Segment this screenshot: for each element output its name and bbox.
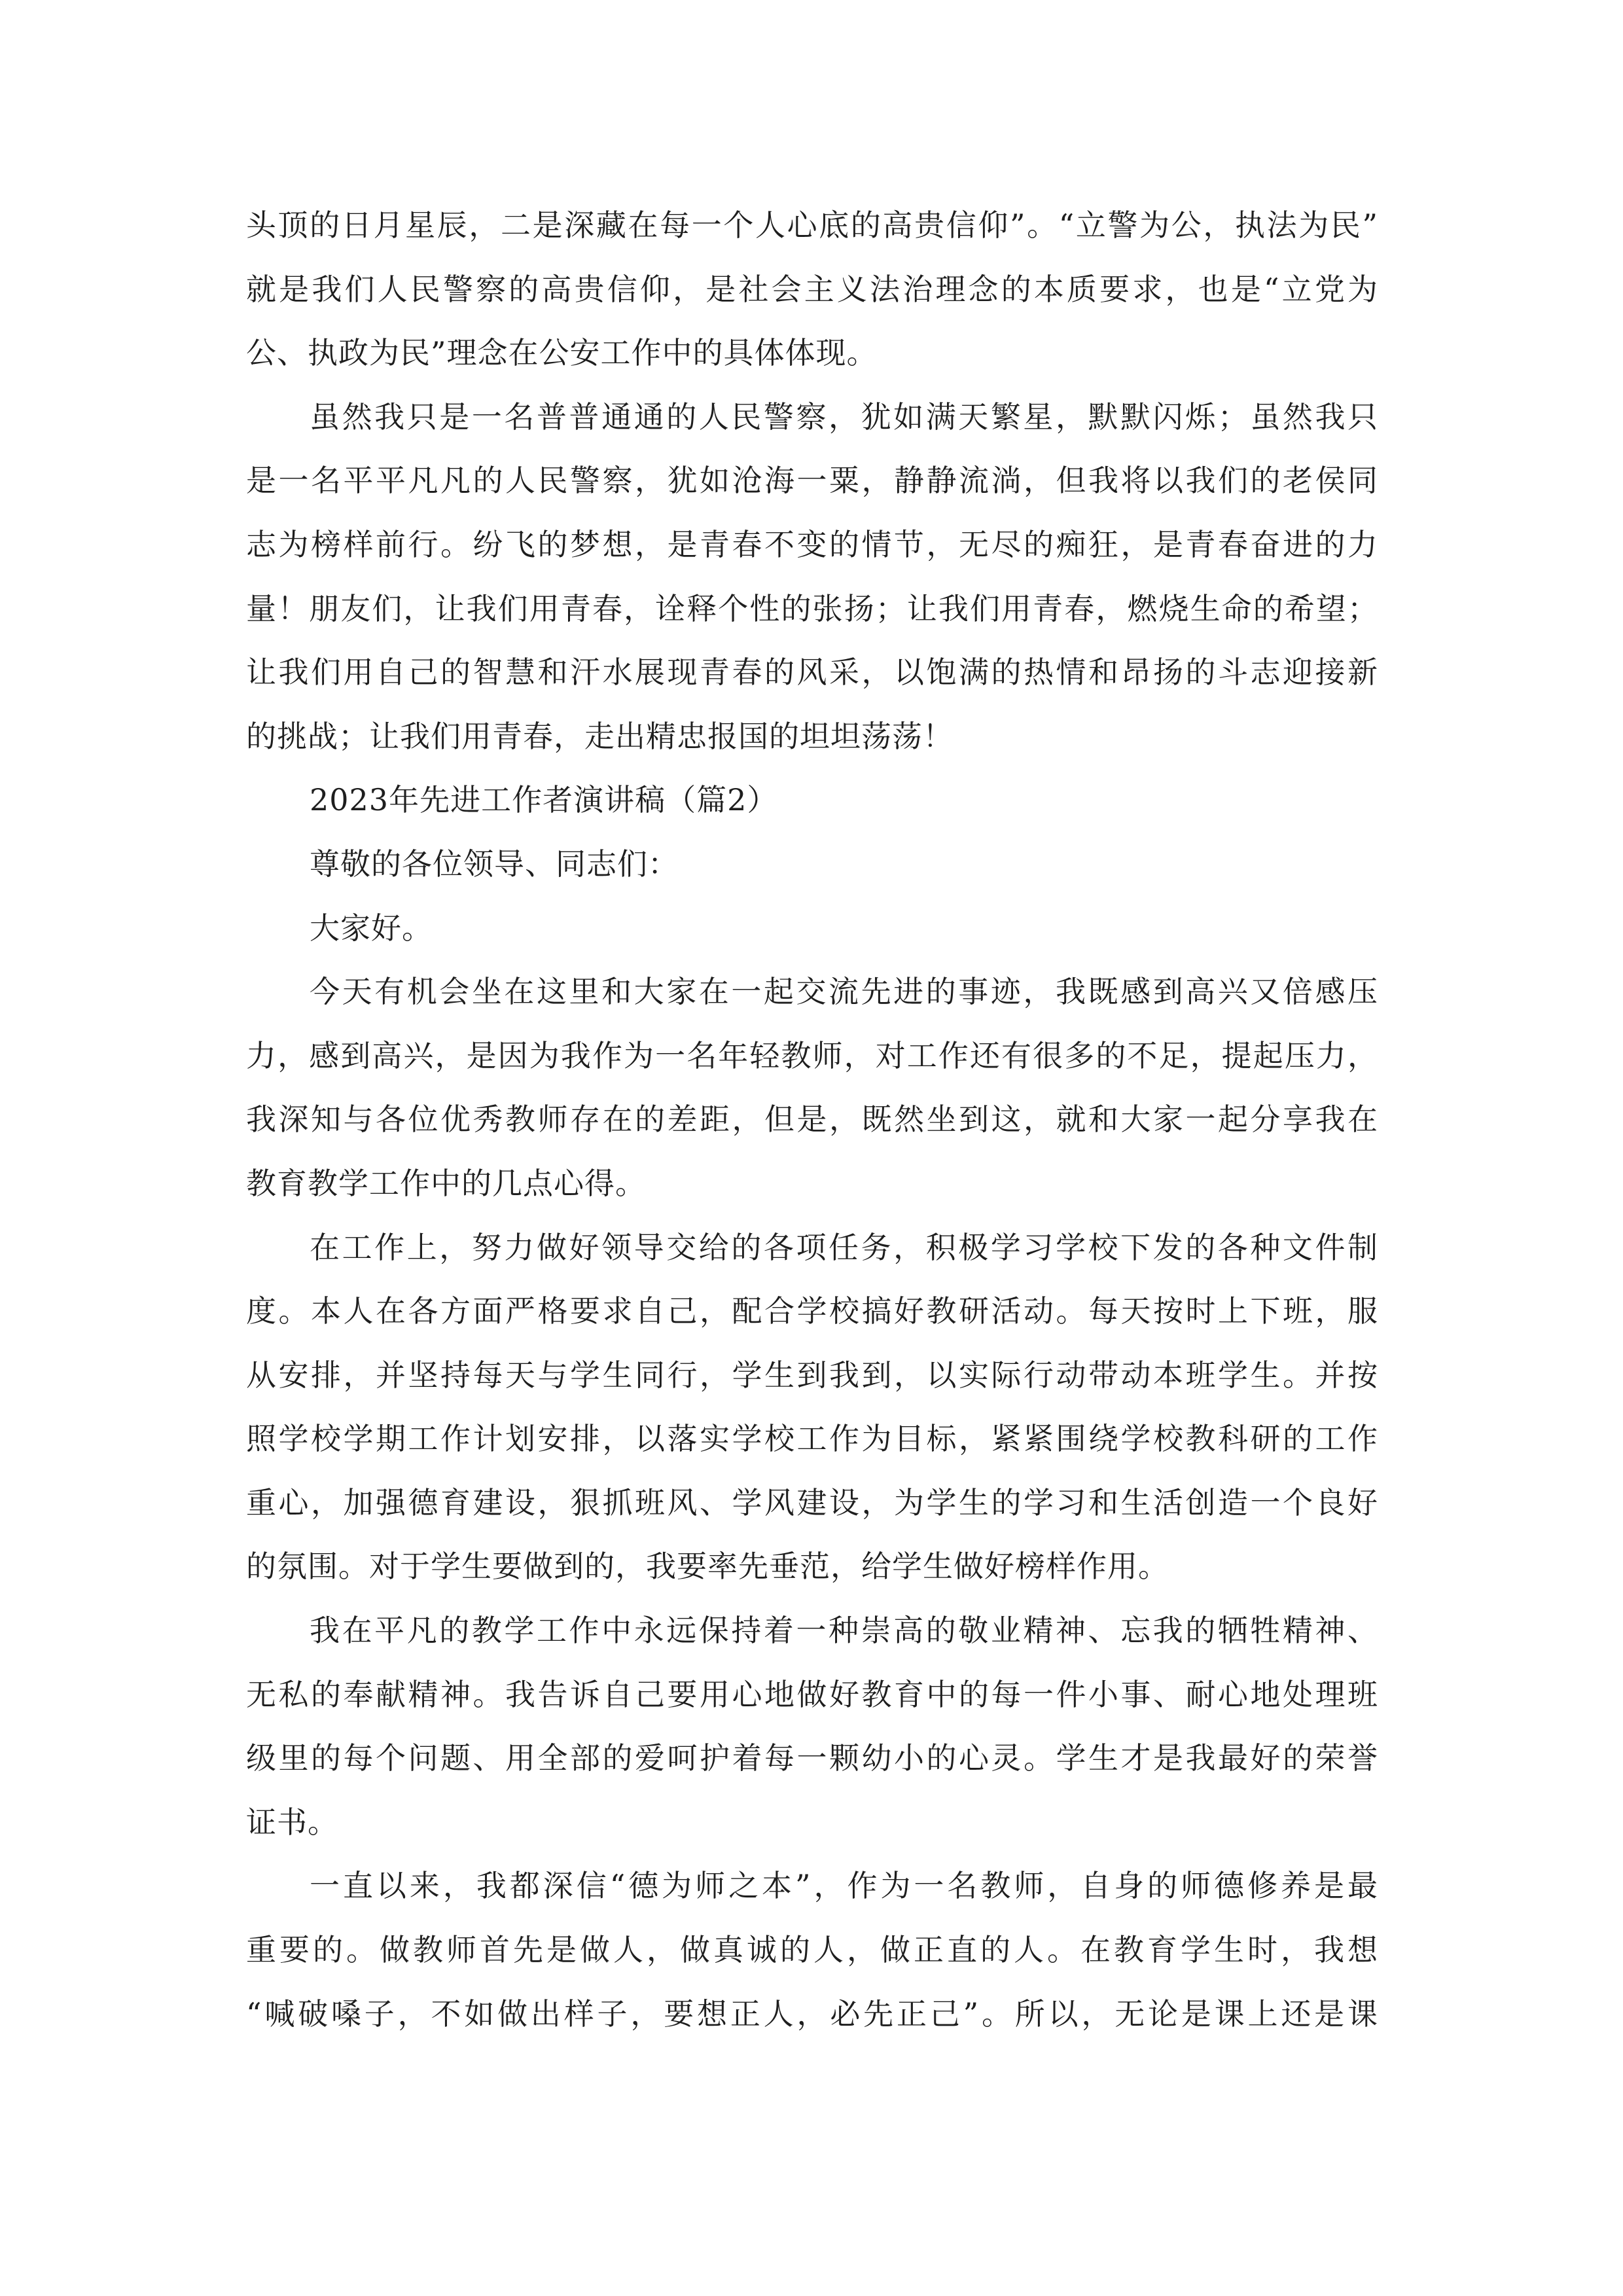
text-line: 级里的每个问题、用全部的爱呵护着每一颗幼小的心灵。学生才是我最好的荣誉 — [246, 1740, 1378, 1776]
text-line: 大家好。 — [310, 910, 433, 946]
text-line: 的挑战；让我们用青春，走出精忠报国的坦坦荡荡！ — [246, 718, 954, 754]
text-line: 一直以来，我都深信“德为师之本”，作为一名教师，自身的师德修养是最 — [310, 1868, 1378, 1904]
text-line: 我深知与各位优秀教师存在的差距，但是，既然坐到这，就和大家一起分享我在 — [246, 1102, 1378, 1138]
text-line: 证书。 — [246, 1804, 338, 1840]
text-line: 度。本人在各方面严格要求自己，配合学校搞好教研活动。每天按时上下班，服 — [246, 1293, 1378, 1329]
text-line: 力，感到高兴，是因为我作为一名年轻教师，对工作还有很多的不足，提起压力， — [246, 1037, 1378, 1073]
text-line: 尊敬的各位领导、同志们： — [310, 846, 679, 882]
text-line: 就是我们人民警察的高贵信仰，是社会主义法治理念的本质要求，也是“立党为 — [246, 271, 1378, 307]
text-line: 从安排，并坚持每天与学生同行，学生到我到，以实际行动带动本班学生。并按 — [246, 1357, 1378, 1393]
text-line: 重心，加强德育建设，狠抓班风、学风建设，为学生的学习和生活创造一个良好 — [246, 1484, 1378, 1520]
text-line: 志为榜样前行。纷飞的梦想，是青春不变的情节，无尽的痴狂，是青春奋进的力 — [246, 526, 1378, 562]
text-line: 虽然我只是一名普普通通的人民警察，犹如满天繁星，默默闪烁；虽然我只 — [310, 399, 1378, 435]
text-line: 公、执政为民”理念在公安工作中的具体体现。 — [246, 335, 878, 371]
text-line: 我在平凡的教学工作中永远保持着一种崇高的敬业精神、忘我的牺牲精神、 — [310, 1613, 1378, 1649]
text-line: 无私的奉献精神。我告诉自己要用心地做好教育中的每一件小事、耐心地处理班 — [246, 1676, 1378, 1712]
text-line: 今天有机会坐在这里和大家在一起交流先进的事迹，我既感到高兴又倍感压 — [310, 974, 1378, 1010]
text-line: 在工作上，努力做好领导交给的各项任务，积极学习学校下发的各种文件制 — [310, 1229, 1378, 1265]
text-line: 头顶的日月星辰，二是深藏在每一个人心底的高贵信仰”。“立警为公，执法为民” — [246, 207, 1378, 243]
text-line: 是一名平平凡凡的人民警察，犹如沧海一粟，静静流淌，但我将以我们的老侯同 — [246, 463, 1378, 499]
text-line: 照学校学期工作计划安排，以落实学校工作为目标，紧紧围绕学校教科研的工作 — [246, 1421, 1378, 1457]
text-line: 2023年先进工作者演讲稿（篇2） — [310, 782, 778, 818]
text-line: 教育教学工作中的几点心得。 — [246, 1165, 646, 1201]
text-line: 重要的。做教师首先是做人，做真诚的人，做正直的人。在教育学生时，我想 — [246, 1932, 1378, 1968]
text-line: “喊破嗓子，不如做出样子，要想正人，必先正己”。所以，无论是课上还是课 — [246, 1996, 1378, 2032]
text-line: 让我们用自己的智慧和汗水展现青春的风采，以饱满的热情和昂扬的斗志迎接新 — [246, 655, 1378, 691]
document-body — [246, 194, 1378, 2046]
text-line: 量！朋友们，让我们用青春，诠释个性的张扬；让我们用青春，燃烧生命的希望； — [246, 590, 1378, 626]
text-line: 的氛围。对于学生要做到的，我要率先垂范，给学生做好榜样作用。 — [246, 1549, 1169, 1585]
